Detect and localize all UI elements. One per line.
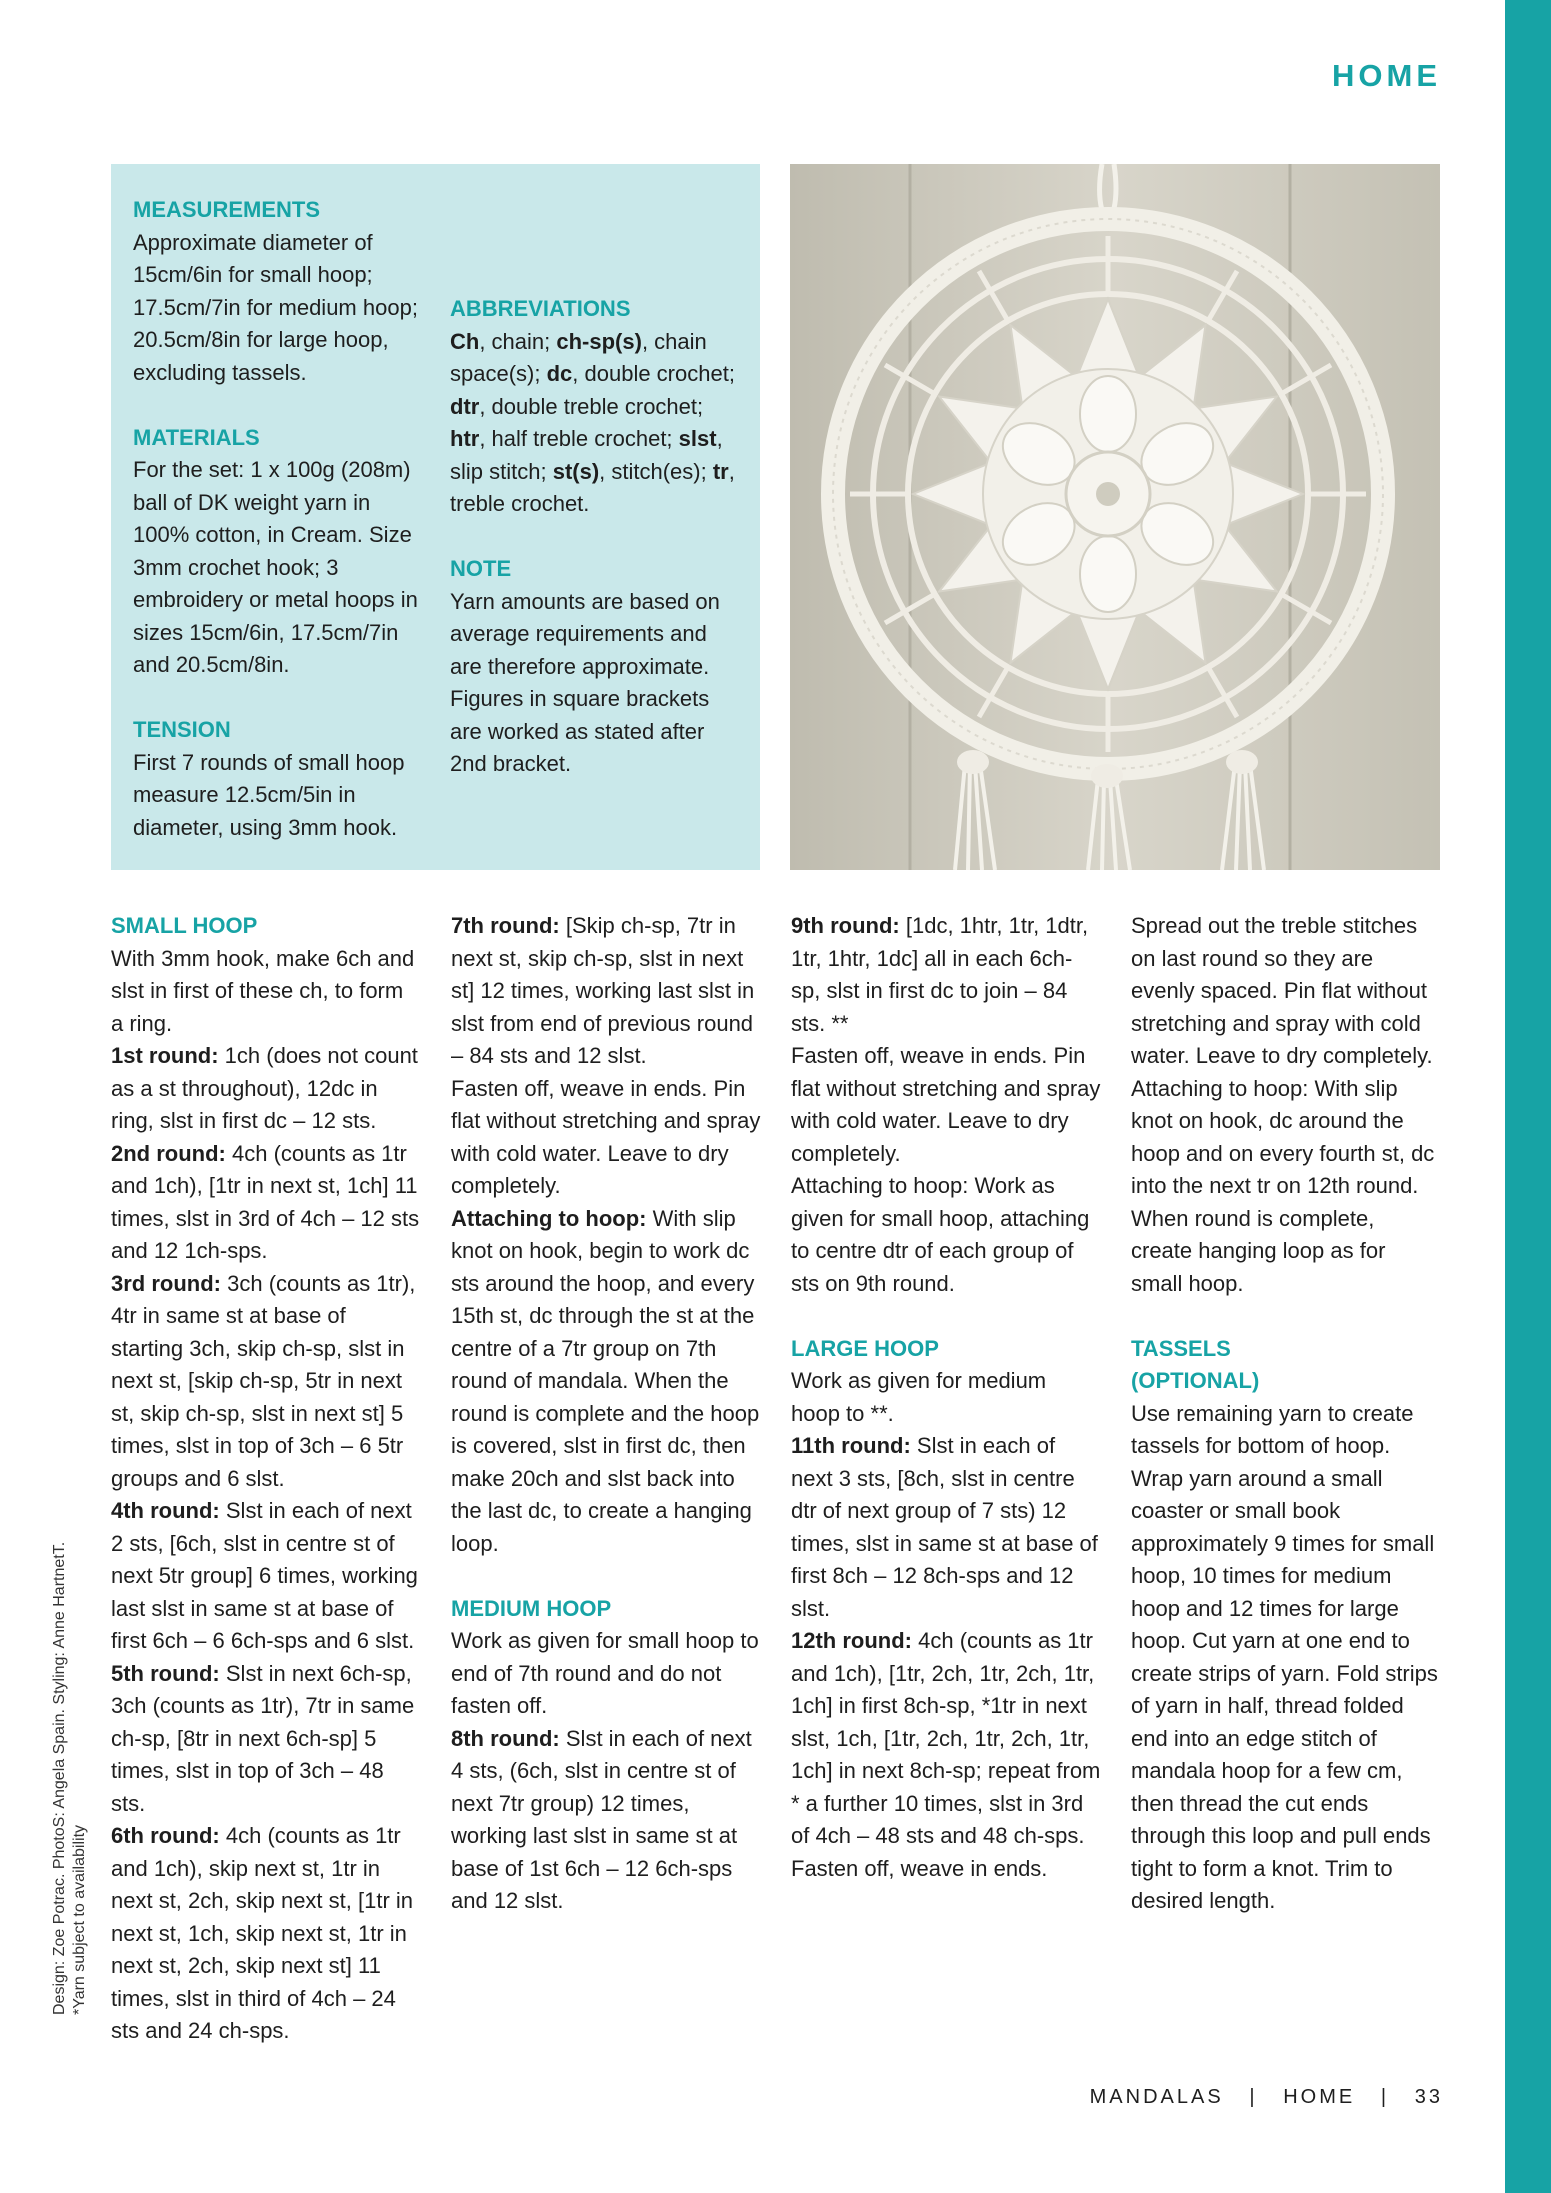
tassels-heading [1131,1333,1441,1398]
large-hoop-intro: Work as given for medium hoop to **. [791,1368,1047,1426]
small-hoop-heading: SMALL HOOP [111,913,258,938]
round-label: 2nd round: [111,1140,226,1166]
small-hoop-attach [451,1203,761,1561]
round-11 [791,1430,1101,1625]
round-6 [111,1820,421,2048]
large-hoop-spread: Spread out the treble stitches on last round so they are evenly spaced. Pin flat without stretching and spray with cold water. Leave to dry completely. [1131,913,1433,1068]
medium-hoop-intro: Work as given for small hoop to end of 7th round and do not fasten off. [451,1628,759,1718]
round-label: 8th round: [451,1725,560,1751]
body-column-2 [451,910,761,1918]
abbr-meaning: , treble crochet. [450,458,735,516]
materials-heading: MATERIALS [133,424,260,450]
round-text: Slst in each of next 4 sts, (6ch, slst in centre st of next 7tr group) 12 times, working last slst in same st at base of 1st 6ch – 12 6ch-sps and 12 slst. [451,1725,752,1913]
abbr-meaning: , chain; [479,328,557,354]
abbr-term: slst [678,426,717,451]
note-text: Yarn amounts are based on average requirements and are therefore approximate. Figures in square brackets are worked as stated after 2nd bracket. [450,588,720,776]
attach-label: Attaching to hoop: [451,1205,647,1231]
tension-heading: TENSION [133,717,231,742]
round-2 [111,1138,421,1268]
round-9 [791,910,1101,1040]
mandala-illustration [790,164,1440,870]
round-8 [451,1723,761,1918]
abbr-term: ch-sp(s) [556,328,642,354]
round-label: 11th round: [791,1433,911,1458]
tension-text: First 7 rounds of small hoop measure 12.5cm/5in in diameter, using 3mm hook. [133,749,405,840]
info-column-right [450,293,740,813]
mandala-hoop-photo [790,164,1440,870]
large-hoop-attach: Attaching to hoop: With slip knot on hook, dc around the hoop and on every fourth st, dc into the next tr on 12th round. When round is complete, create hanging loop as for small hoop. [1131,1075,1435,1296]
abbr-meaning: , chain space(s); [450,328,707,386]
round-text: 4ch (counts as 1tr and 1ch), [1tr in next st, 1ch] 11 times, slst in 3rd of 4ch – 12 sts and 12 1ch-sps. [111,1140,420,1263]
materials-text: For the set: 1 x 100g (208m) ball of DK weight yarn in 100% cotton, in Cream. Size 3mm crochet hook; 3 embroidery or metal hoops in sizes 15cm/6in, 17.5cm/7in and 20.5cm/8in. [133,457,418,677]
round-12 [791,1625,1101,1853]
abbr-term: Ch [450,328,480,354]
note-heading: NOTE [450,556,512,581]
round-label: 5th round: [111,1660,220,1686]
section-tag: HOME [1332,58,1441,93]
abbreviations-heading: ABBREVIATIONS [450,296,631,321]
body-column-3 [791,910,1101,1885]
medium-hoop-heading: MEDIUM HOOP [451,1595,612,1621]
large-hoop-finish: Fasten off, weave in ends. [791,1855,1048,1881]
measurements-heading: MEASUREMENTS [133,197,321,222]
large-hoop-heading: LARGE HOOP [791,1335,939,1361]
credits [50,1455,90,2015]
abbr-meaning: , double treble crochet; [479,393,704,419]
small-hoop-finish: Fasten off, weave in ends. Pin flat without stretching and spray with cold water. Leave to dry completely. [451,1075,761,1198]
round-text: [Skip ch-sp, 7tr in next st, skip ch-sp, slst in next st] 12 times, working last slst in slst from end of previous round – 84 sts and 12 slst. [451,913,755,1068]
round-label: 7th round: [451,913,560,938]
tassels-heading-line1: TASSELS [1131,1335,1231,1361]
medium-hoop-finish: Fasten off, weave in ends. Pin flat without stretching and spray with cold water. Leave to dry completely. [791,1043,1101,1166]
attach-text: With slip knot on hook, begin to work dc sts around the hoop, and every 15th st, dc through the st at the centre of a 7tr group on 7th round of mandala. When the round is complete and the hoop is covered, slst in first dc, then make 20ch and slst back into the last dc, to create a hanging loop. [451,1205,760,1556]
round-1 [111,1040,421,1138]
round-text: 1ch (does not count as a st throughout), 12dc in ring, slst in first dc – 12 sts. [111,1043,418,1133]
abbr-term: dtr [450,393,480,419]
round-text: Slst in next 6ch-sp, 3ch (counts as 1tr), 7tr in same ch-sp, [8tr in next 6ch-sp] 5 times, slst in top of 3ch – 48 sts. [111,1660,415,1816]
round-label: 12th round: [791,1628,912,1653]
page-footer [1090,2086,1443,2109]
abbreviations-text [450,326,740,521]
accent-side-bar [1505,0,1551,2193]
footer-separator: | [1249,2086,1258,2108]
round-4 [111,1495,421,1658]
footer-separator: | [1380,2086,1390,2108]
abbr-meaning: , slip stitch; [450,426,723,484]
credits-line-1: Design: Zoe Potrac. PhotoS: Angela Spain. Styling: Anne HartnetT. [51,1541,68,2015]
footer-section: HOME [1283,2086,1356,2108]
round-text: Slst in each of next 3 sts, [8ch, slst in centre dtr of next group of 7 sts) 12 times, slst in same st at base of first 8ch – 12 8ch-sps and 12 slst. [791,1433,1098,1621]
abbr-term: dc [546,361,573,386]
round-text: 4ch (counts as 1tr and 1ch), skip next st, 1tr in next st, 2ch, skip next st, [1tr in next st, 1ch, skip next st, 1tr in next st, 2ch, skip next st] 11 times, slst in third of 4ch – 24 sts and 24 ch-sps. [111,1823,414,2043]
round-3 [111,1268,421,1496]
round-text: [1dc, 1htr, 1tr, 1dtr, 1tr, 1htr, 1dc] all in each 6ch-sp, slst in first dc to join – 84 sts. ** [791,913,1089,1036]
abbr-meaning: , stitch(es); [599,458,713,484]
medium-hoop-attach: Attaching to hoop: Work as given for small hoop, attaching to centre dtr of each group of sts on 9th round. [791,1173,1090,1296]
credits-line-2: *Yarn subject to availability [71,1824,88,2015]
info-column-left [133,194,423,877]
round-7 [451,910,761,1073]
round-label: 4th round: [111,1498,220,1523]
round-label: 9th round: [791,913,900,938]
round-label: 3rd round: [111,1270,221,1296]
abbr-meaning: , half treble crochet; [479,426,679,451]
abbr-term: tr [712,458,729,484]
small-hoop-intro: With 3mm hook, make 6ch and slst in first of these ch, to form a ring. [111,945,415,1036]
measurements-text: Approximate diameter of 15cm/6in for small hoop; 17.5cm/7in for medium hoop; 20.5cm/8in for large hoop, excluding tassels. [133,229,418,385]
round-text: 4ch (counts as 1tr and 1ch), [1tr, 2ch, 1tr, 2ch, 1tr, 1ch] in first 8ch-sp, *1tr in next slst, 1ch, [1tr, 2ch, 1tr, 2ch, 1tr, 1ch] in next 8ch-sp; repeat from * a further 10 times, slst in 3rd of 4ch – 48 sts and 48 ch-sps. [791,1628,1101,1848]
tassels-heading-line2: (OPTIONAL) [1131,1368,1260,1393]
body-column-1 [111,910,421,2048]
round-label: 1st round: [111,1043,219,1068]
body-column-4 [1131,910,1441,1918]
round-5 [111,1658,421,1821]
round-text: 3ch (counts as 1tr), 4tr in same st at base of starting 3ch, skip ch-sp, slst in next st, [skip ch-sp, 5tr in next st, skip ch-sp, slst in next st] 5 times, slst in top of 3ch – 6 5tr groups and 6 slst. [111,1270,416,1491]
abbr-term: htr [450,426,480,451]
page-number: 33 [1414,2086,1443,2108]
round-label: 6th round: [111,1823,220,1848]
tassels-text: Use remaining yarn to create tassels for bottom of hoop. Wrap yarn around a small coaster or small book approximately 9 times for small hoop, 10 times for medium hoop and 12 times for large hoop. Cut yarn at one end to create strips of yarn. Fold strips of yarn in half, thread folded end into an edge stitch of mandala hoop for a few cm, then thread the cut ends through this loop and pull ends tight to form a knot. Trim to desired length. [1131,1400,1438,1913]
info-box [111,164,760,870]
round-text: Slst in each of next 2 sts, [6ch, slst in centre st of next 5tr group] 6 times, working last slst in same st at base of first 6ch – 6 6ch-sps and 6 slst. [111,1498,418,1653]
abbr-term: st(s) [552,458,600,484]
abbr-meaning: , double crochet; [572,361,735,386]
footer-title: MANDALAS [1089,2086,1224,2108]
